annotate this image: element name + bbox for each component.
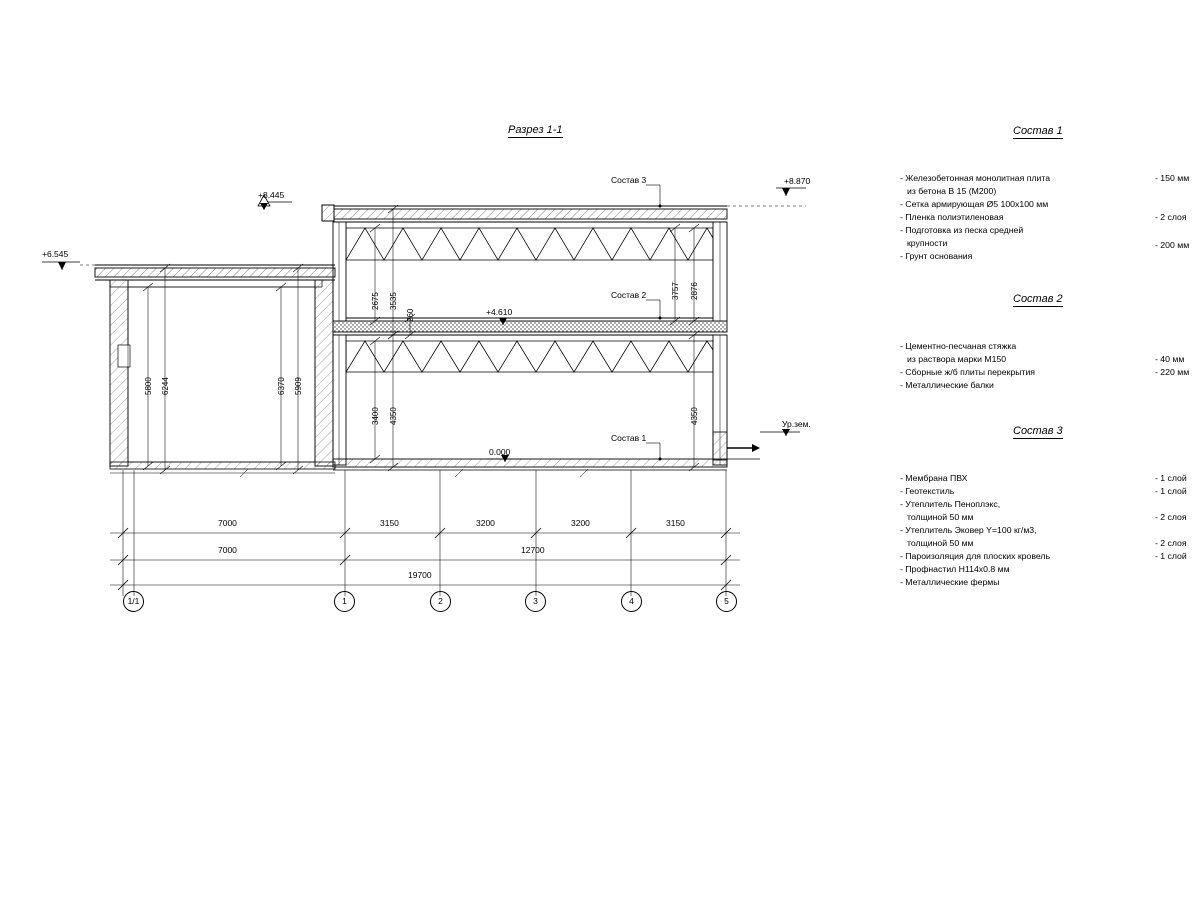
grid-mark-1-1[interactable]: 1/1 (123, 591, 144, 612)
spec-title-2: Состав 2 (1013, 293, 1063, 305)
callout-sostav-1: Состав 1 (611, 433, 647, 443)
dim-3200-a: 3200 (476, 518, 495, 528)
drawing-title: Разрез 1-1 (508, 124, 563, 136)
dim-vert-3757: 3757 (671, 282, 680, 300)
dim-vert-2675: 2675 (371, 292, 380, 310)
level-mark-0000: 0.000 (489, 447, 511, 457)
spec-row: - Мембрана ПВХ - 1 слой (900, 473, 1187, 483)
grid-mark-4[interactable]: 4 (621, 591, 642, 612)
spec-list-2 (900, 340, 1190, 392)
grid-mark-5[interactable]: 5 (716, 591, 737, 612)
dim-vert-260: 260 (406, 308, 415, 322)
dim-vert-4350-right: 4350 (690, 407, 699, 425)
spec-row: - Пароизоляция для плоских кровель - 1 слой (900, 551, 1187, 562)
spec-list-1 (900, 172, 1190, 263)
dim-3150-b: 3150 (666, 518, 685, 528)
spec-row: - Пленка полиэтиленовая - 2 слоя (900, 212, 1187, 223)
dim-vert-2876: 2876 (690, 282, 699, 300)
spec-row: - Профнастил Н114х0.8 мм (900, 564, 1010, 575)
spec-row: - Грунт основания (900, 251, 973, 262)
level-mark-6545: +6.545 (42, 249, 69, 259)
spec-row: - Железобетонная монолитная плита - 150 мм из бетона В 15 (М200) (900, 173, 1190, 197)
spec-row: - Сборные ж/б плиты перекрытия - 220 мм (900, 367, 1190, 378)
dim-vert-4350-left: 4350 (389, 407, 398, 425)
level-mark-4610: +4.610 (486, 307, 513, 317)
dim-3200-b: 3200 (571, 518, 590, 528)
level-mark-ground: Ур.зем. (782, 419, 811, 429)
dim-7000-b: 7000 (218, 545, 237, 555)
spec-row: - Утеплитель Эковер Y=100 кг/м3, - 2 слоя толщиной 50 мм (900, 525, 1187, 549)
spec-row: - Металлические фермы (900, 577, 1000, 588)
spec-row: - Геотекстиль - 1 слой (900, 486, 1187, 497)
spec-row: - Подготовка из песка средней - 200 мм крупности (900, 225, 1190, 251)
dim-vert-6244: 6244 (161, 377, 170, 395)
level-mark-8445: +8.445 (258, 190, 285, 200)
spec-row: - Утеплитель Пеноплэкс, - 2 слоя толщиной 50 мм (900, 499, 1187, 523)
callout-sostav-3: Состав 3 (611, 175, 647, 185)
dim-vert-3400: 3400 (371, 407, 380, 425)
spec-row: - Цементно-песчаная стяжка - 40 мм из раствора марки М150 (900, 341, 1185, 365)
dim-12700: 12700 (521, 545, 545, 555)
spec-title-3: Состав 3 (1013, 425, 1063, 437)
spec-row: - Металлические балки (900, 380, 994, 391)
level-mark-8870: +8.870 (784, 176, 811, 186)
grid-mark-3[interactable]: 3 (525, 591, 546, 612)
dim-19700: 19700 (408, 570, 432, 580)
grid-mark-1[interactable]: 1 (334, 591, 355, 612)
dim-vert-3535: 3535 (389, 292, 398, 310)
dim-3150-a: 3150 (380, 518, 399, 528)
spec-row: - Сетка армирующая Ø5 100х100 мм (900, 199, 1049, 210)
callout-sostav-2: Состав 2 (611, 290, 647, 300)
section-drawing (0, 0, 830, 640)
spec-title-1: Состав 1 (1013, 125, 1063, 137)
dim-7000-a: 7000 (218, 518, 237, 528)
spec-list-3 (900, 472, 1190, 589)
grid-mark-2[interactable]: 2 (430, 591, 451, 612)
dim-vert-5800: 5800 (144, 377, 153, 395)
dim-vert-6370: 6370 (277, 377, 286, 395)
dim-vert-5909: 5909 (294, 377, 303, 395)
